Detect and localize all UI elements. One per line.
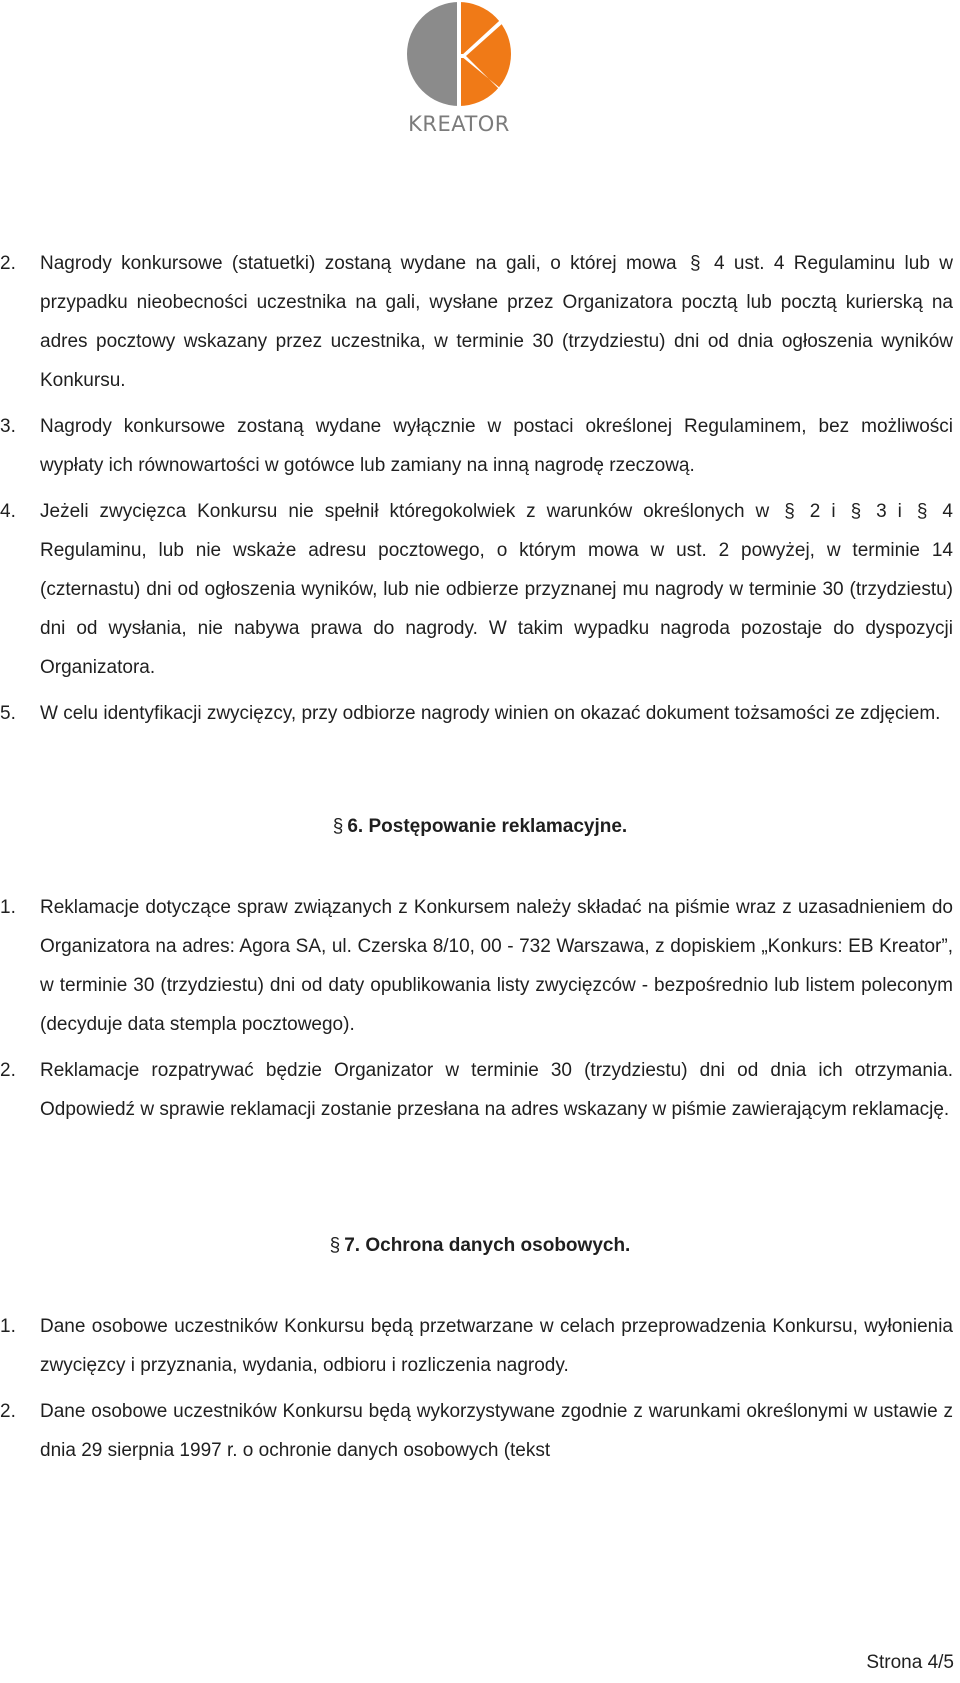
item-number: 4. bbox=[0, 501, 16, 522]
item-number: 5. bbox=[0, 703, 16, 724]
item-text: Reklamacje dotyczące spraw związanych z Konkursem należy składać na piśmie wraz z uzasadnieniem do Organizatora na adres: Agora SA, ul. Czerska 8/10, 00 - 732 Warszawa, z dopiskiem „Konkurs: EB Kreator”, w terminie 30 (trzydziestu) dni od daty opublikowania listy zwycięzców - bezpośrednio lub listem poleconym (decyduje data stempla pocztowego). bbox=[40, 897, 953, 1035]
section-symbol: § bbox=[332, 816, 344, 837]
item-text: Nagrody konkursowe zostaną wydane wyłącznie w postaci określonej Regulaminem, bez możliwości wypłaty ich równowartości w gotówce lub zamiany na inną nagrodę rzeczową. bbox=[40, 416, 953, 476]
section-symbol: § bbox=[784, 501, 795, 522]
list-item bbox=[0, 492, 953, 687]
section-title-text: 6. Postępowanie reklamacyjne. bbox=[347, 816, 628, 837]
list-item bbox=[0, 1392, 953, 1470]
item-number: 2. bbox=[0, 1060, 16, 1081]
item-text: Jeżeli zwycięzca Konkursu nie spełnił któregokolwiek z warunków określonych w § 2 i § 3 i § 4 Regulaminu, lub nie wskaże adresu pocztowego, o którym mowa w ust. 2 powyżej, w terminie 14 (czternastu) dni od ogłoszenia wyników, lub nie odbierze przyznanej mu nagrody w terminie 30 (trzydziestu) dni od wysłania, nie nabywa prawa do nagrody. W takim wypadku nagroda pozostaje do dyspozycji Organizatora. bbox=[40, 501, 953, 678]
item-text: Reklamacje rozpatrywać będzie Organizator w terminie 30 (trzydziestu) dni od dnia ich otrzymania. Odpowiedź w sprawie reklamacji zostanie przesłana na adres wskazany w piśmie zawierającym reklamację. bbox=[40, 1060, 953, 1120]
item-number: 2. bbox=[0, 253, 16, 274]
kreator-logo bbox=[396, 0, 522, 142]
item-text: Nagrody konkursowe (statuetki) zostaną wydane na gali, o której mowa § 4 ust. 4 Regulaminu lub w przypadku nieobecności uczestnika na gali, wysłane przez Organizatora pocztą lub pocztą kurierską na adres pocztowy wskazany przez uczestnika, w terminie 30 (trzydziestu) dni od dnia ogłoszenia wyników Konkursu. bbox=[40, 253, 953, 391]
document-body bbox=[0, 244, 960, 1470]
section-heading bbox=[280, 807, 680, 846]
kreator-logo-mark bbox=[396, 0, 522, 112]
section-symbol: § bbox=[690, 253, 701, 274]
item-number: 2. bbox=[0, 1401, 16, 1422]
list-item bbox=[0, 244, 953, 400]
section-symbol: § bbox=[850, 501, 862, 522]
item-number: 3. bbox=[0, 416, 16, 437]
section-symbol: § bbox=[329, 1235, 341, 1256]
section-heading bbox=[280, 1226, 680, 1265]
item-number: 1. bbox=[0, 897, 16, 918]
logo-wordmark: KREATOR bbox=[408, 112, 510, 136]
list-item bbox=[0, 1307, 953, 1385]
section-symbol: § bbox=[916, 501, 928, 522]
list-item bbox=[0, 888, 953, 1044]
item-text: Dane osobowe uczestników Konkursu będą wykorzystywane zgodnie z warunkami określonymi w ustawie z dnia 29 sierpnia 1997 r. o ochronie danych osobowych (tekst bbox=[40, 1401, 953, 1461]
item-text: Dane osobowe uczestników Konkursu będą przetwarzane w celach przeprowadzenia Konkursu, wyłonienia zwycięzcy i przyznania, wydania, odbioru i rozliczenia nagrody. bbox=[40, 1316, 953, 1376]
list-item bbox=[0, 694, 953, 733]
item-text: W celu identyfikacji zwycięzcy, przy odbiorze nagrody winien on okazać dokument tożsamości ze zdjęciem. bbox=[40, 703, 941, 724]
section-title-text: 7. Ochrona danych osobowych. bbox=[344, 1235, 631, 1256]
item-number: 1. bbox=[0, 1316, 16, 1337]
list-item bbox=[0, 407, 953, 485]
page-number: Strona 4/5 bbox=[866, 1652, 954, 1673]
list-item bbox=[0, 1051, 953, 1129]
